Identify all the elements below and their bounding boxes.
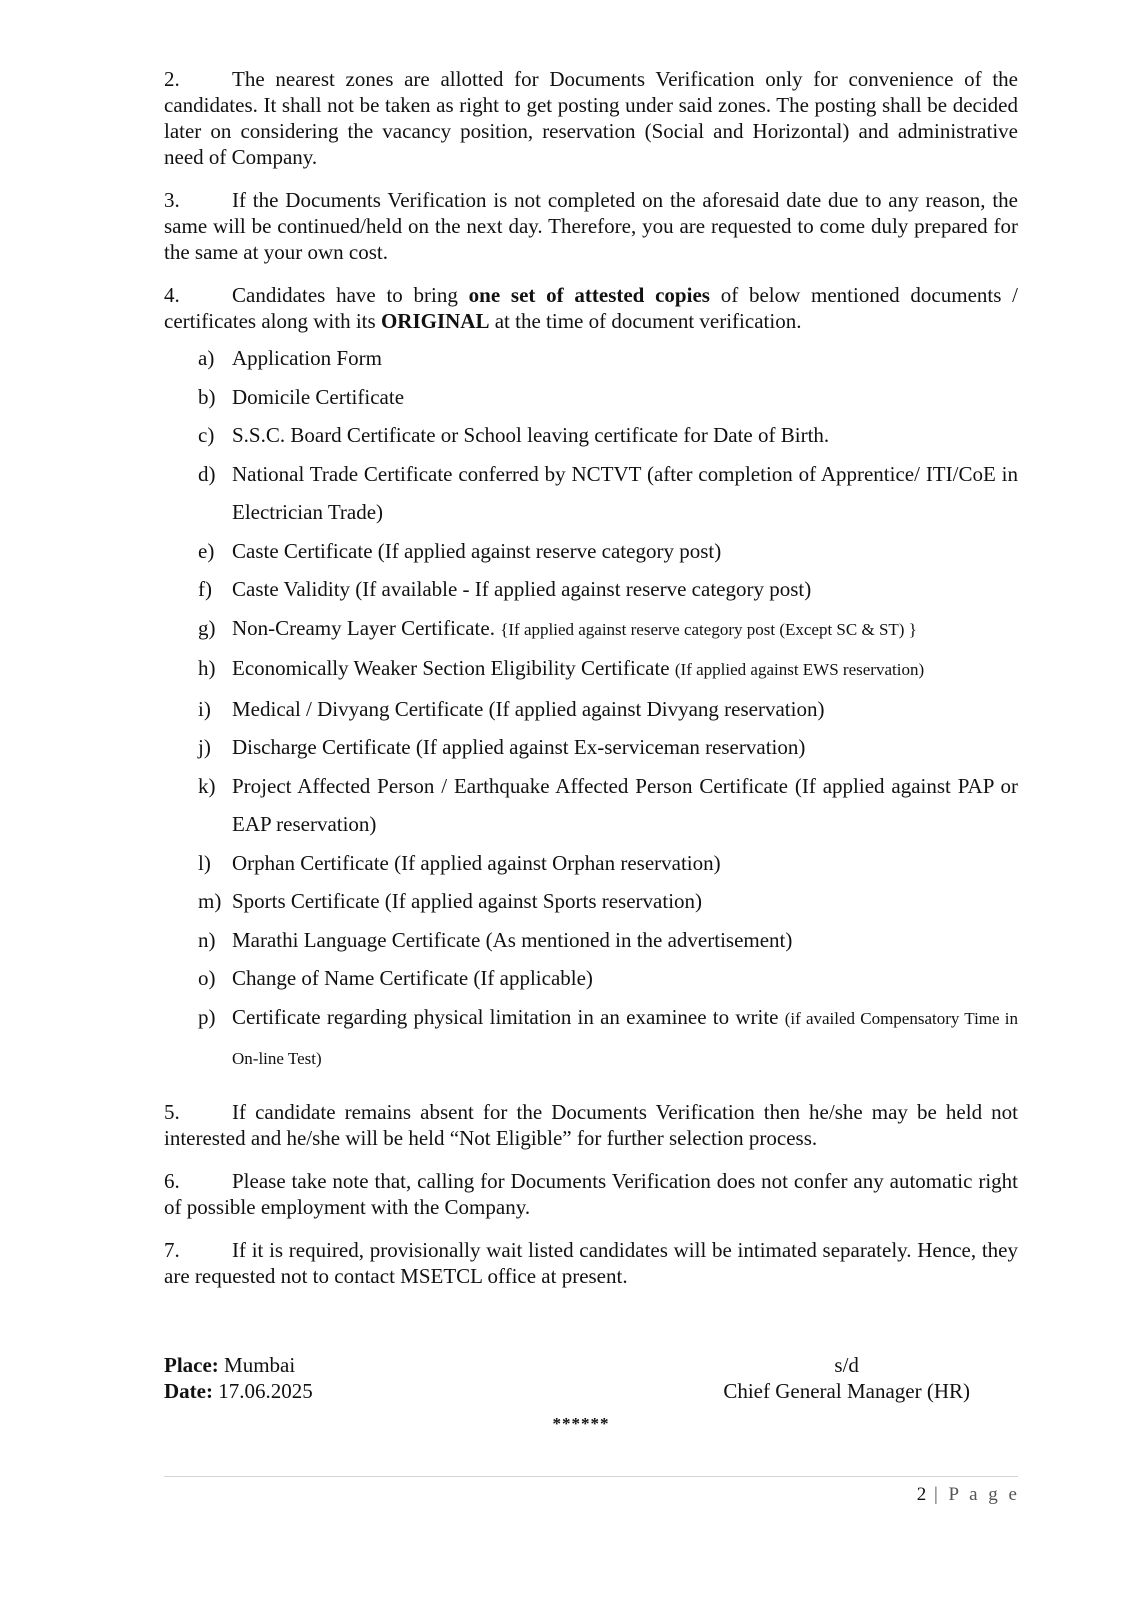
list-item-label: i) — [198, 696, 211, 721]
paragraph-text: If it is required, provisionally wait listed candidates will be intimated separately. Hence, they are requested not to contact MSETCL office at present. — [164, 1237, 1018, 1288]
list-item-label: o) — [198, 966, 216, 990]
list-item-text: National Trade Certificate conferred by NCTVT (after completion of Apprentice/ ITI/CoE in Electrician Trade) — [232, 461, 1018, 524]
place-label: Place: — [164, 1353, 219, 1377]
paragraph-3 — [164, 187, 1018, 265]
bold-phrase: one set of attested copies — [468, 283, 710, 307]
list-item — [164, 532, 1018, 571]
list-item — [164, 570, 1018, 609]
list-item-label: m) — [198, 889, 222, 913]
signature: s/d — [834, 1353, 859, 1377]
paragraph-2 — [164, 66, 1018, 170]
list-item-text: Caste Certificate (If applied against reserve category post) — [232, 538, 722, 563]
paragraph-number: 2. — [164, 67, 180, 91]
list-item-text: Economically Weaker Section Eligibility Certificate — [232, 656, 675, 680]
paragraph-6 — [164, 1168, 1018, 1220]
list-item-text: S.S.C. Board Certificate or School leaving certificate for Date of Birth. — [232, 423, 830, 447]
paragraph-number: 3. — [164, 188, 180, 212]
page-number-word: P a g e — [948, 1484, 1020, 1505]
place-date — [164, 1352, 313, 1404]
list-item — [164, 998, 1018, 1079]
page-number-separator: | — [926, 1484, 949, 1505]
end-marker: ****** — [552, 1414, 610, 1433]
list-item-text: Orphan Certificate (If applied against Orphan reservation) — [232, 850, 721, 875]
paragraph-number: 5. — [164, 1099, 180, 1124]
page-number-value: 2 — [916, 1484, 927, 1505]
paragraph-number: 6. — [164, 1168, 180, 1193]
list-item-text: Sports Certificate (If applied against Sports reservation) — [232, 889, 703, 913]
list-item — [164, 339, 1018, 378]
paragraph-text: of below mentioned documents / certificates along with its — [164, 283, 1019, 333]
list-item — [164, 959, 1018, 998]
list-item — [164, 416, 1018, 455]
date-value: 17.06.2025 — [212, 1379, 313, 1403]
paragraph-text: If candidate remains absent for the Documents Verification then he/she may be held not interested and he/she will be held “Not Eligible” for further selection process. — [164, 1099, 1018, 1150]
closing-paragraphs — [164, 1099, 1018, 1289]
list-item-text: Medical / Divyang Certificate (If applied against Divyang reservation) — [232, 696, 825, 721]
list-item-note: {If applied against reserve category post (Except SC & ST) } — [500, 619, 917, 639]
list-item-label: p) — [198, 1004, 216, 1029]
paragraph-text: Please take note that, calling for Documents Verification does not confer any automatic right of possible employment with the Company. — [164, 1168, 1018, 1219]
place-value: Mumbai — [218, 1353, 296, 1377]
list-item — [164, 844, 1018, 883]
list-item-text: Certificate regarding physical limitation in an examinee to write — [232, 1004, 785, 1029]
list-item — [164, 455, 1018, 532]
paragraph-text: Candidates have to bring — [232, 283, 469, 307]
paragraph-7 — [164, 1237, 1018, 1289]
designation: Chief General Manager (HR) — [723, 1379, 970, 1403]
paragraph-number: 7. — [164, 1237, 180, 1262]
documents-list — [164, 339, 1018, 1079]
list-item-label: j) — [198, 735, 211, 759]
page-number — [917, 1484, 1020, 1506]
list-item-label: c) — [198, 423, 215, 447]
list-item-text: Caste Validity (If available - If applied against reserve category post) — [232, 577, 812, 601]
paragraph-text: at the time of document verification. — [489, 309, 802, 333]
list-item — [164, 649, 1018, 690]
paragraph-number: 4. — [164, 283, 180, 307]
bold-phrase: ORIGINAL — [380, 309, 490, 333]
paragraph-4 — [164, 282, 1018, 334]
list-item-text: Domicile Certificate — [232, 384, 405, 409]
list-item-text: Application Form — [232, 346, 382, 370]
list-item-text: Change of Name Certificate (If applicable) — [232, 966, 593, 990]
list-item-label: k) — [198, 773, 216, 798]
list-item — [164, 767, 1018, 844]
paragraph-5 — [164, 1099, 1018, 1151]
list-item-text: Non-Creamy Layer Certificate. — [232, 615, 501, 640]
list-item-label: h) — [198, 656, 216, 680]
list-item — [164, 882, 1018, 921]
date-label: Date: — [164, 1379, 213, 1403]
list-item-note: (if availed Compensatory Time in On-line Test) — [232, 1008, 1018, 1068]
list-item-label: b) — [198, 384, 216, 409]
list-item-label: n) — [198, 927, 216, 952]
list-item-label: g) — [198, 615, 216, 640]
list-item — [164, 921, 1018, 960]
list-item — [164, 378, 1018, 417]
list-item-note: (If applied against EWS reservation) — [674, 660, 925, 679]
list-item-label: d) — [198, 461, 216, 486]
paragraph-text: The nearest zones are allotted for Documents Verification only for convenience of the candidates. It shall not be taken as right to get posting under said zones. The posting shall be decided later on considering the vacancy position, reservation (Social and Horizontal) and administrative need of Company. — [164, 67, 1018, 169]
document-body — [164, 66, 1018, 1306]
list-item-text: Project Affected Person / Earthquake Affected Person Certificate (If applied against PAP or EAP reservation) — [232, 773, 1018, 836]
list-item-label: l) — [198, 850, 211, 875]
list-item-text: Discharge Certificate (If applied against Ex-serviceman reservation) — [232, 735, 806, 759]
signatory — [723, 1352, 970, 1404]
list-item — [164, 690, 1018, 729]
date-line — [164, 1378, 313, 1404]
list-item-label: a) — [198, 346, 215, 370]
list-item — [164, 609, 1018, 650]
paragraph-text: If the Documents Verification is not completed on the aforesaid date due to any reason, the same will be continued/held on the next day. Therefore, you are requested to come duly prepared for the same at your own cost. — [164, 188, 1018, 264]
place-line — [164, 1352, 313, 1378]
footer-divider — [164, 1476, 1018, 1477]
list-item-text: Marathi Language Certificate (As mentioned in the advertisement) — [232, 927, 793, 952]
list-item — [164, 728, 1018, 767]
list-item-label: e) — [198, 538, 215, 563]
list-item-label: f) — [198, 577, 212, 601]
